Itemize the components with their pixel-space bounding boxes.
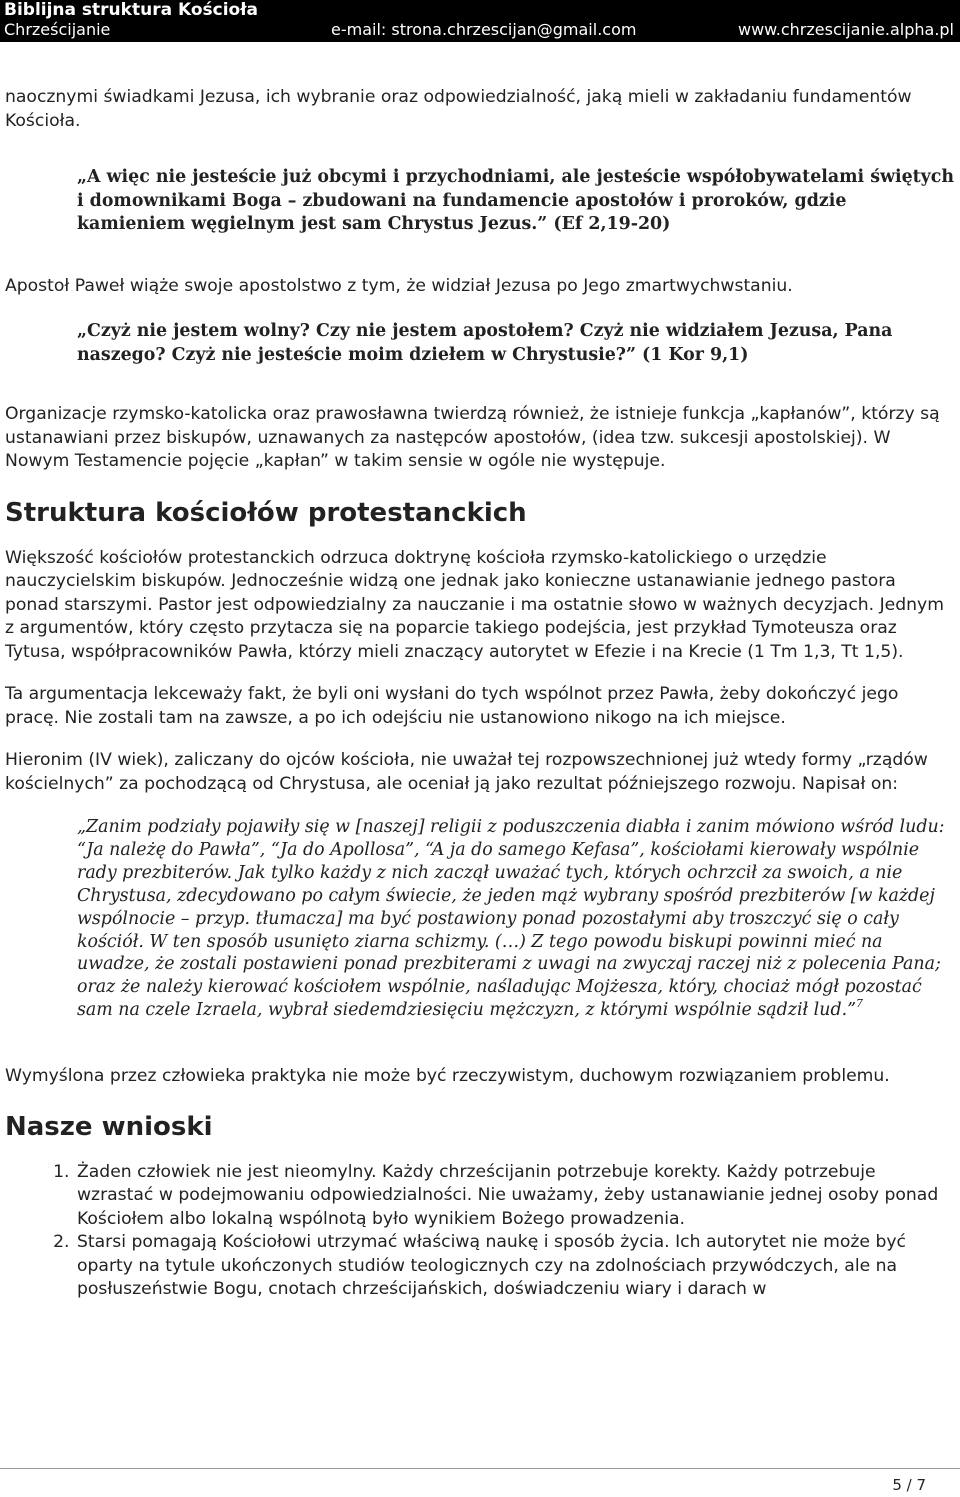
heading-protestant-structure: Struktura kościołów protestanckich <box>5 497 527 528</box>
quote-hieronim <box>77 816 953 1022</box>
paragraph-1: naocznymi świadkami Jezusa, ich wybranie oraz odpowiedzialność, jaką mieli w zakładaniu fundamentów Kościoła. <box>5 87 912 131</box>
page-header <box>0 0 960 42</box>
header-info-row <box>0 19 960 41</box>
quote-corinthians-text: „Czyż nie jestem wolny? Czy nie jestem apostołem? Czyż nie widziałem Jezusa, Pana naszego? Czyż nie jesteście moim dziełem w Chrystusie?” <box>77 321 893 365</box>
conclusions-list <box>5 1161 955 1302</box>
quote-ephesians-reference: (Ef 2,19-20) <box>547 214 671 234</box>
document-body <box>5 86 955 1302</box>
paragraph-5: Ta argumentacja lekceważy fakt, że byli oni wysłani do tych wspólnot przez Pawła, żeby dokończyć jego pracę. Nie zostali tam na zawsze, a po ich odejściu nie ustanowiono nikogo na ich miejsce. <box>5 684 899 728</box>
quote-hieronim-text: „Zanim podziały pojawiły się w [naszej] religii z poduszczenia diabła i zanim mówiono wśród ludu: “Ja należę do Pawła”, “Ja do Apollosa”, “A ja do samego Kefasa”, kościołami kierowały wspólnie rady prezbiterów. Jak tylko każdy z nich zaczął uważać tych, których ochrzcił za swoich, a nie Chrystusa, zdecydowano po całym świecie, że jeden mąż wybrany spośród prezbiterów [w każdej wspólnocie – przyp. tłumacza] ma być postawiony ponad pozostałymi aby troszczyć się o cały kościół. W ten sposób usunięto ziarna schizmy. (…) Z tego powodu biskupi powinni mieć na uwadze, że zostali postawieni ponad prezbiterami z uwagi na zwyczaj raczej niż z polecenia Pana; oraz że należy kierować kościołem wspólnie, naśladując Mojżesza, który, chociaż mógł pozostać sam na czele Izraela, wybrał siedemdziesięciu mężczyzn, z którymi wspólnie sądził lud.” <box>77 817 945 1021</box>
site-name: Chrześcijanie <box>4 20 111 39</box>
paragraph-2: Apostoł Paweł wiąże swoje apostolstwo z tym, że widział Jezusa po Jego zmartwychwstaniu. <box>5 275 793 296</box>
quote-ephesians-text: „A więc nie jesteście już obcymi i przychodniami, ale jesteście współobywatelami świętych i domownikami Boga – zbudowani na fundamencie apostołów i proroków, gdzie kamieniem węgielnym jest sam Chrystus Jezus.” <box>77 167 955 234</box>
paragraph-3: Organizacje rzymsko-katolicka oraz prawosławna twierdzą również, że istnieje funkcja „kapłanów”, którzy są ustanawiani przez biskupów, uznawanych za następców apostołów, (idea tzw. sukcesji apostolskiej). W Nowym Testamencie pojęcie „kapłan” w takim sensie w ogóle nie występuje. <box>5 404 940 471</box>
site-url: www.chrzescijanie.alpha.pl <box>737 20 954 39</box>
paragraph-7: Wymyślona przez człowieka praktyka nie może być rzeczywistym, duchowym rozwiązaniem problemu. <box>5 1066 890 1087</box>
list-item: 1. Żaden człowiek nie jest nieomylny. Każdy chrześcijanin potrzebuje korekty. Każdy potrzebuje wzrastać w podejmowaniu odpowiedzialności. Nie uważamy, żeby ustanawianie jednej osoby ponad Kościołem albo lokalną wspólnotą było wynikiem Bożego prowadzenia. <box>75 1161 955 1232</box>
paragraph-4: Większość kościołów protestanckich odrzuca doktrynę kościoła rzymsko-katolickiego o urzędzie nauczycielskim biskupów. Jednocześnie widzą one jednak jako konieczne ustanawianie jednego pastora ponad starszymi. Pastor jest odpowiedzialny za nauczanie i ma ostatnie słowo w ważnych decyzjach. Jednym z argumentów, który często przytacza się na poparcie takiego podejścia, jest przykład Tymoteusza oraz Tytusa, współpracowników Pawła, którzy mieli znaczący autorytet w Efezie i na Krecie (1 Tm 1,3, Tt 1,5). <box>5 547 944 662</box>
quote-ephesians <box>77 166 955 237</box>
contact-email: e-mail: strona.chrzescijan@gmail.com <box>331 20 637 39</box>
document-title: Biblijna struktura Kościoła <box>4 0 259 20</box>
footer-divider <box>0 1468 960 1469</box>
quote-corinthians-reference: (1 Kor 9,1) <box>636 344 749 365</box>
page-number: 5 / 7 <box>892 1476 926 1494</box>
paragraph-6: Hieronim (IV wiek), zaliczany do ojców kościoła, nie uważał tej rozpowszechnionej już wtedy formy „rządów kościelnych” za pochodzącą od Chrystusa, ale oceniał ją jako rezultat późniejszego rozwoju. Napisał on: <box>5 750 928 794</box>
footnote-reference: 7 <box>856 997 863 1011</box>
list-item: 2. Starsi pomagają Kościołowi utrzymać właściwą naukę i sposób życia. Ich autorytet nie może być oparty na tytule ukończonych studiów teologicznych czy na zdolnościach przywódczych, ale na posłuszeństwie Bogu, cnotach chrześcijańskich, doświadczeniu wiary i darach w <box>75 1231 955 1302</box>
quote-corinthians <box>77 320 955 367</box>
heading-conclusions: Nasze wnioski <box>5 1111 213 1142</box>
